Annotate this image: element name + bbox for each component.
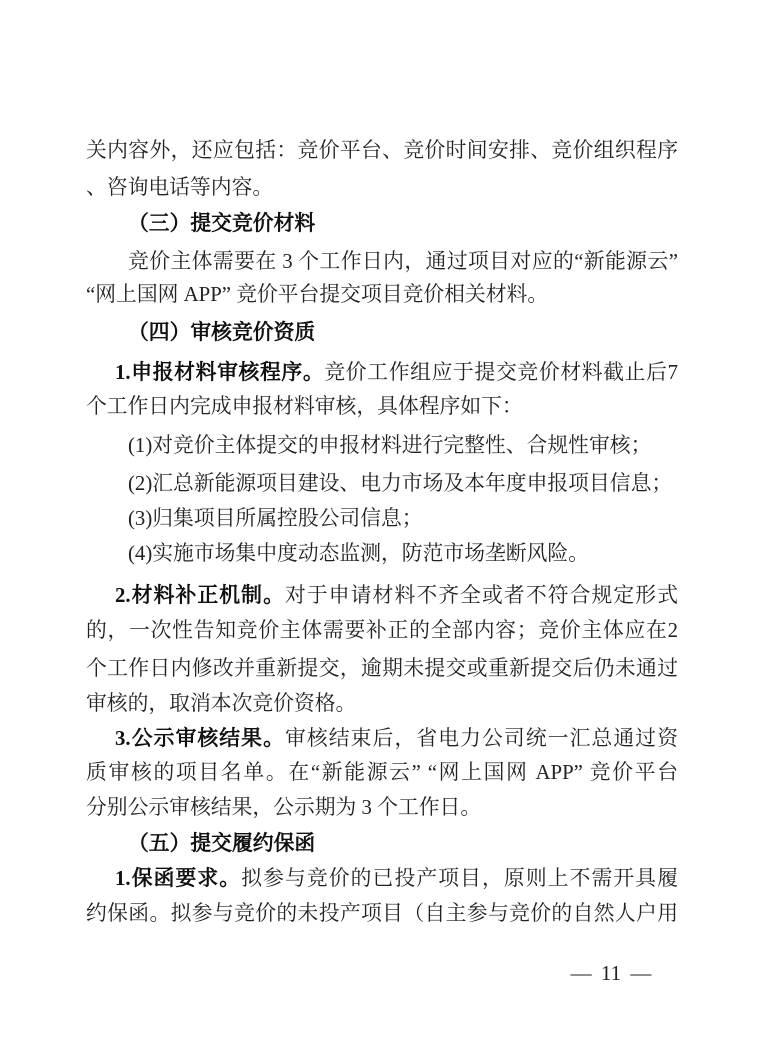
section-heading xyxy=(86,206,678,242)
text-line xyxy=(86,861,678,897)
text-line xyxy=(86,389,678,425)
text-line xyxy=(86,578,678,614)
text-line xyxy=(86,355,678,391)
text-line xyxy=(86,133,678,169)
section-heading xyxy=(86,826,678,862)
line-text: 约保函。拟参与竞价的未投产项目（自主参与竞价的自然人户用 xyxy=(86,902,678,925)
line-text: (2)汇总新能源项目建设、电力市场及本年度申报项目信息； xyxy=(128,472,673,495)
line-bold-text: 1.保函要求。 xyxy=(115,867,242,890)
text-line xyxy=(86,277,678,313)
line-bold-text: （四）审核竞价资质 xyxy=(128,321,316,344)
list-item xyxy=(86,428,678,464)
text-line xyxy=(86,721,678,757)
line-bold-text: （五）提交履约保函 xyxy=(128,832,316,855)
line-text: 对于申请材料不齐全或者不符合规定形式 xyxy=(284,584,678,607)
list-item xyxy=(86,501,678,537)
text-line xyxy=(86,790,678,826)
text-line xyxy=(86,686,678,722)
text-line xyxy=(86,244,678,280)
line-text: 的，一次性告知竞价主体需要补正的全部内容；竞价主体应在2 xyxy=(86,619,678,642)
line-text: 个工作日内完成申报材料审核，具体程序如下： xyxy=(86,395,523,418)
line-bold-text: （三）提交竞价材料 xyxy=(128,212,316,235)
line-text: (1)对竞价主体提交的申报材料进行完整性、合规性审核； xyxy=(128,434,652,457)
line-text: 竞价主体需要在 3 个工作日内，通过项目对应的“新能源云” xyxy=(128,250,678,273)
line-bold-text: 1.申报材料审核程序。 xyxy=(115,361,325,384)
line-text: 、咨询电话等内容。 xyxy=(86,176,274,199)
line-text: 审核的，取消本次竞价资格。 xyxy=(86,692,357,715)
section-heading xyxy=(86,315,678,351)
line-bold-text: 2.材料补正机制。 xyxy=(115,584,285,607)
line-text: 竞价工作组应于提交竞价材料截止后7 xyxy=(324,361,678,384)
line-text: (4)实施市场集中度动态监测，防范市场垄断风险。 xyxy=(128,542,589,565)
line-text: 个工作日内修改并重新提交，逾期未提交或重新提交后仍未通过 xyxy=(86,657,678,680)
line-text: 拟参与竞价的已投产项目，原则上不需开具履 xyxy=(241,867,678,890)
page-number: — 11 — xyxy=(570,961,652,985)
line-text: 关内容外，还应包括：竞价平台、竞价时间安排、竞价组织程序 xyxy=(86,139,678,162)
line-text: 分别公示审核结果，公示期为 3 个工作日。 xyxy=(86,796,482,819)
text-line xyxy=(86,755,678,791)
line-text: (3)归集项目所属控股公司信息； xyxy=(128,507,423,530)
line-text: 质审核的项目名单。在“新能源云” “网上国网 APP” 竞价平台 xyxy=(86,761,678,784)
text-line xyxy=(86,651,678,687)
list-item xyxy=(86,536,678,572)
text-line xyxy=(86,613,678,649)
text-line xyxy=(86,896,678,932)
line-text: “网上国网 APP” 竞价平台提交项目竞价相关材料。 xyxy=(86,283,549,306)
text-line xyxy=(86,170,678,206)
line-bold-text: 3.公示审核结果。 xyxy=(115,727,285,750)
list-item xyxy=(86,466,678,502)
line-text: 审核结束后，省电力公司统一汇总通过资 xyxy=(284,727,678,750)
